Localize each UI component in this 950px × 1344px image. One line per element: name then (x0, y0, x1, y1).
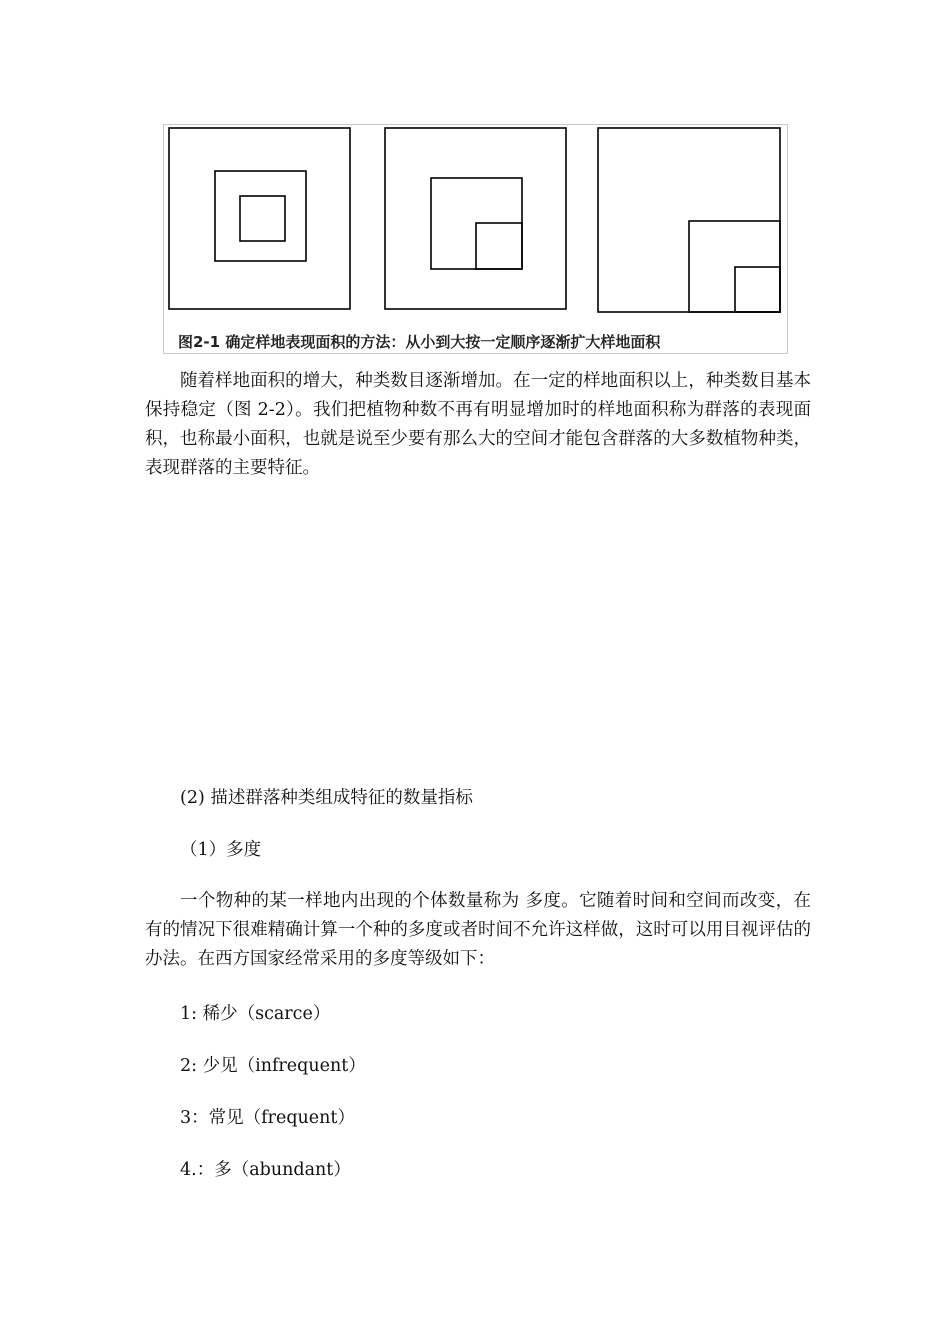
panel-1-middle-square (215, 171, 306, 261)
panel-2-outer-square (385, 128, 566, 309)
paragraph-abundance-definition: 一个物种的某一样地内出现的个体数量称为 多度。它随着时间和空间而改变，在有的情况下很难精确计算一个种的多度或者时间不允许这样做，这时可以用目视评估的办法。在西方国家经常采用的多度等级如下： (145, 891, 811, 969)
figure-caption: 图2-1 确定样地表现面积的方法：从小到大按一定顺序逐渐扩大样地面积 (178, 333, 661, 351)
paragraph-minimum-area: 随着样地面积的增大，种类数目逐渐增加。在一定的样地面积以上，种类数目基本保持稳定（图 2-2）。我们把植物种数不再有明显增加时的样地面积称为群落的表现面积，也称最小面积，也就是说至少要有那么大的空间才能包含群落的大多数植物种类，表现群落的主要特征。 (145, 371, 811, 478)
panel-2-inner-square (476, 223, 522, 269)
nested-squares-diagram (164, 125, 789, 330)
panel-3-inner-square (735, 267, 780, 312)
abundance-level-2: 2: 少见（infrequent） (180, 1056, 366, 1076)
subsection-heading-abundance: （1）多度 (180, 840, 262, 860)
abundance-level-4: 4.：多（abundant） (180, 1160, 351, 1180)
panel-1-inner-square (240, 196, 285, 241)
panel-1-outer-square (169, 128, 350, 309)
abundance-level-1: 1: 稀少（scarce） (180, 1004, 331, 1024)
figure-2-1 (163, 124, 788, 354)
abundance-level-3: 3：常见（frequent） (180, 1108, 355, 1128)
section-heading: (2) 描述群落种类组成特征的数量指标 (180, 788, 473, 808)
